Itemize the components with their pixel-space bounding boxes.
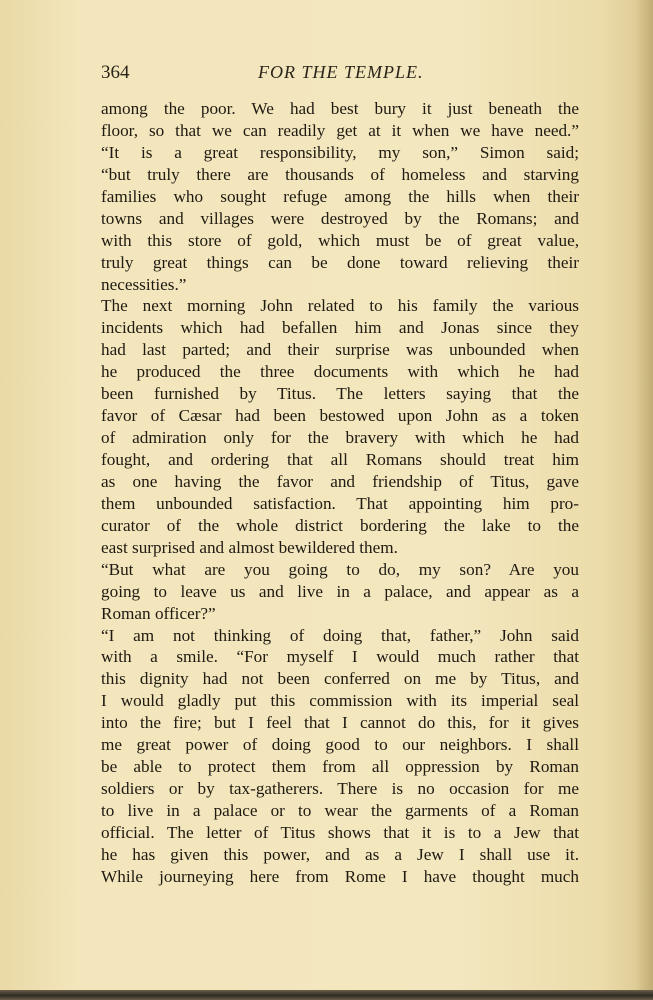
text-line: official. The letter of Titus shows that it is to a Jew that <box>101 822 579 842</box>
text-line: “But what are you going to do, my son? Are you <box>101 559 579 579</box>
text-line: incidents which had befallen him and Jonas since they <box>101 318 579 338</box>
text-line: going to leave us and live in a palace, and appear as a <box>101 581 579 601</box>
text-line: he has given this power, and as a Jew I shall use it. <box>101 844 579 864</box>
text-line: soldiers or by tax-gatherers. There is no occasion for me <box>101 779 579 799</box>
text-line: as one having the favor and friendship of Titus, gave <box>101 471 579 491</box>
text-line: of admiration only for the bravery with which he had <box>101 428 579 448</box>
running-head <box>101 62 579 86</box>
text-line: this dignity had not been conferred on me by Titus, and <box>101 669 579 689</box>
text-line: truly great things can be done toward relieving their <box>101 252 579 272</box>
text-line: Roman officer?” <box>101 603 216 623</box>
running-title: FOR THE TEMPLE. <box>258 62 424 82</box>
text-line: been furnished by Titus. The letters saying that the <box>101 384 579 404</box>
page-number: 364 <box>101 62 130 83</box>
text-line: I would gladly put this commission with its imperial seal <box>101 691 579 711</box>
text-line: with this store of gold, which must be of great value, <box>101 230 579 250</box>
text-line: necessities.” <box>101 274 187 294</box>
text-line: floor, so that we can readily get at it when we have need.” <box>101 120 579 140</box>
text-line: “but truly there are thousands of homeless and starving <box>101 164 579 184</box>
scan-bottom-border <box>0 990 653 1000</box>
page-edge-shadow <box>635 0 653 1000</box>
text-line: The next morning John related to his family the various <box>101 296 579 316</box>
text-line: “I am not thinking of doing that, father,” John said <box>101 625 579 645</box>
text-line: had last parted; and their surprise was unbounded when <box>101 340 579 360</box>
text-line: to live in a palace or to wear the garments of a Roman <box>101 801 579 820</box>
text-line: he produced the three documents with which he had <box>101 362 579 382</box>
text-line: east surprised and almost bewildered them. <box>101 537 398 557</box>
text-line: favor of Cæsar had been bestowed upon John as a token <box>101 406 579 426</box>
text-line: with a smile. “For myself I would much rather that <box>101 647 579 667</box>
text-line: into the fire; but I feel that I cannot do this, for it gives <box>101 713 579 733</box>
text-line: curator of the whole district bordering the lake to the <box>101 515 579 535</box>
text-line: me great power of doing good to our neighbors. I shall <box>101 735 579 755</box>
text-line: towns and villages were destroyed by the Romans; and <box>101 208 579 228</box>
text-line: among the poor. We had best bury it just beneath the <box>101 99 579 118</box>
text-line: them unbounded satisfaction. That appointing him pro- <box>101 493 579 513</box>
text-line: While journeying here from Rome I have thought much <box>101 866 579 886</box>
body-text <box>101 98 579 888</box>
text-line: fought, and ordering that all Romans should treat him <box>101 450 579 469</box>
text-line: “It is a great responsibility, my son,” Simon said; <box>101 142 579 162</box>
text-line: families who sought refuge among the hills when their <box>101 186 579 206</box>
text-line: be able to protect them from all oppression by Roman <box>101 757 579 777</box>
